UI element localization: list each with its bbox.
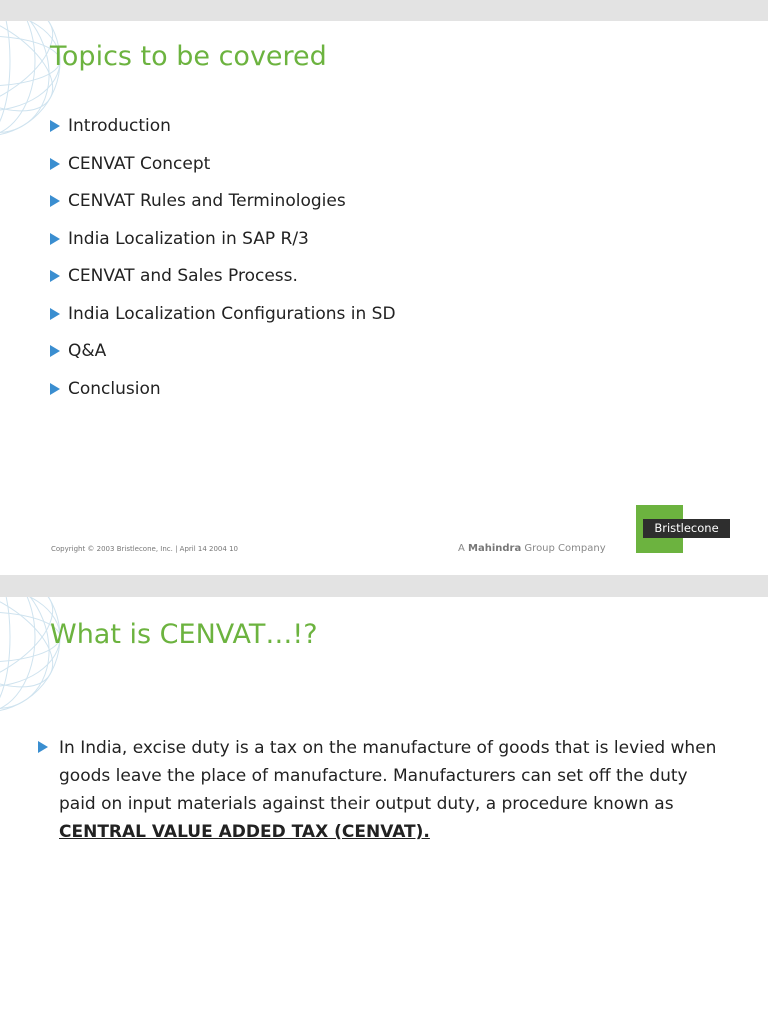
list-item: Introduction bbox=[50, 114, 396, 152]
footer-copyright: Copyright © 2003 Bristlecone, Inc. | April 14 2004 10 bbox=[51, 545, 238, 553]
triangle-bullet-icon bbox=[50, 308, 60, 320]
cenvat-definition bbox=[38, 734, 718, 846]
list-item: CENVAT Rules and Terminologies bbox=[50, 189, 396, 227]
triangle-bullet-icon bbox=[50, 233, 60, 245]
triangle-bullet-icon bbox=[50, 383, 60, 395]
cenvat-emphasis: CENTRAL VALUE ADDED TAX (CENVAT). bbox=[59, 822, 430, 842]
mahindra-wordmark: Mahindra bbox=[468, 543, 522, 554]
list-item: CENVAT and Sales Process. bbox=[50, 264, 396, 302]
list-item: CENVAT Concept bbox=[50, 152, 396, 190]
slide-what-is-cenvat bbox=[0, 597, 768, 1024]
paragraph-body: In India, excise duty is a tax on the manufacture of goods that is levied when goods leave the place of manufacture. Manufacturers can set off the duty paid on input materials against their output duty, a procedure known as bbox=[59, 738, 717, 814]
bristlecone-logo bbox=[636, 505, 732, 553]
slide-gap-middle bbox=[0, 575, 768, 597]
footer-company-tagline: A Mahindra Group Company bbox=[458, 543, 606, 554]
triangle-bullet-icon bbox=[38, 741, 48, 753]
slide-title: What is CENVAT…!? bbox=[50, 619, 318, 650]
paragraph bbox=[59, 734, 718, 846]
slide-gap-top bbox=[0, 0, 768, 21]
triangle-bullet-icon bbox=[50, 270, 60, 282]
logo-label: Bristlecone bbox=[643, 519, 730, 538]
triangle-bullet-icon bbox=[50, 345, 60, 357]
list-item: India Localization in SAP R/3 bbox=[50, 227, 396, 265]
globe-decoration-icon bbox=[0, 597, 70, 727]
list-item: Conclusion bbox=[50, 377, 396, 415]
list-item: India Localization Configurations in SD bbox=[50, 302, 396, 340]
topic-list bbox=[50, 114, 396, 414]
triangle-bullet-icon bbox=[50, 195, 60, 207]
slide-topics bbox=[0, 21, 768, 575]
triangle-bullet-icon bbox=[50, 120, 60, 132]
list-item: Q&A bbox=[50, 339, 396, 377]
triangle-bullet-icon bbox=[50, 158, 60, 170]
slide-title: Topics to be covered bbox=[50, 41, 327, 72]
